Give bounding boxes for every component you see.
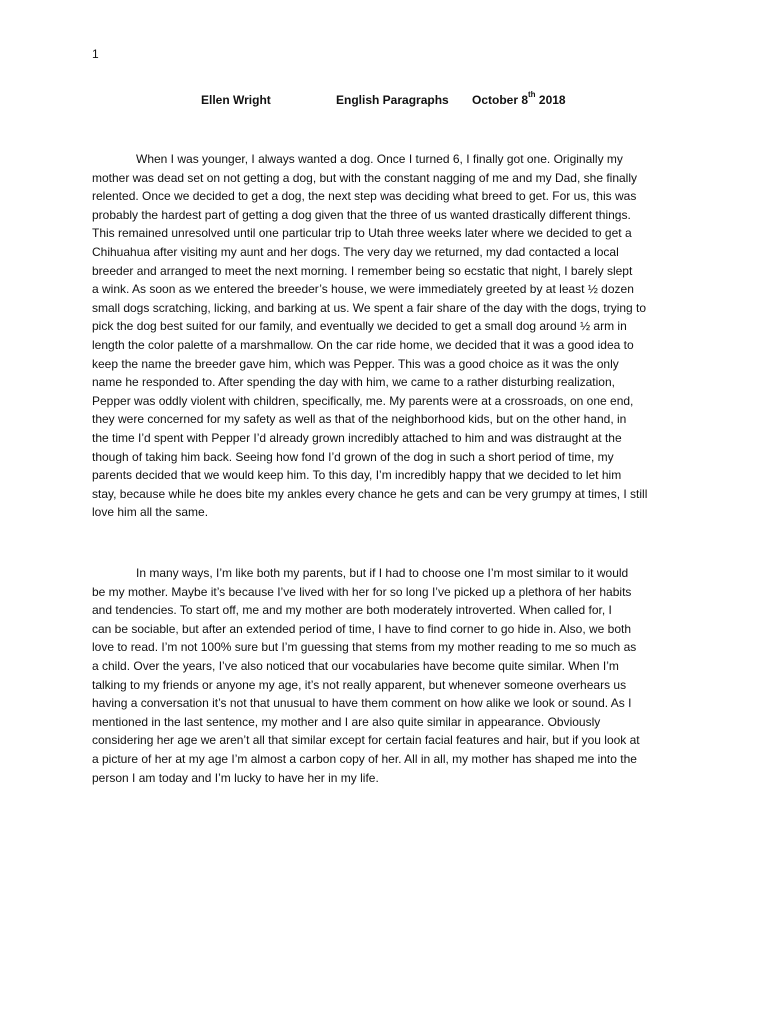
paragraph-line: a child. Over the years, I’ve also noticed that our vocabularies have become quite similar. When I’m xyxy=(92,658,619,673)
paragraph-line: stay, because while he does bite my ankles every chance he gets and can be very grumpy at times, I still xyxy=(92,486,648,501)
paragraph-line: parents decided that we would keep him. To this day, I’m incredibly happy that we decided to let him xyxy=(92,468,622,483)
paragraph-line: a wink. As soon as we entered the breeder’s house, we were immediately greeted by at least ½ dozen xyxy=(92,282,634,297)
paragraph-line: having a conversation it’s not that unusual to have them comment on how alike we look or sound. As I xyxy=(92,696,632,711)
paragraph-line: In many ways, I’m like both my parents, but if I had to choose one I’m most similar to it would xyxy=(136,566,629,580)
paragraph-line: be my mother. Maybe it’s because I’ve lived with her for so long I’ve picked up a plethora of her habits xyxy=(92,584,632,599)
paragraph-line: keep the name the breeder gave him, which was Pepper. This was a good choice as it was the only xyxy=(92,356,619,371)
paragraph-line: This remained unresolved until one particular trip to Utah three weeks later where we decided to get a xyxy=(92,226,632,241)
paragraph-line: mother was dead set on not getting a dog, but with the constant nagging of me and my Dad, she finally xyxy=(92,170,638,185)
paragraph-line: though of taking him back. Seeing how fond I’d grown of the dog in such a short period of time, my xyxy=(92,449,614,464)
paragraph-line: name he responded to. After spending the day with him, we came to a rather disturbing realization, xyxy=(92,375,615,390)
paragraph-line: and tendencies. To start off, me and my mother are both moderately introverted. When called for, I xyxy=(92,603,612,618)
paragraph-line: love to read. I’m not 100% sure but I’m guessing that stems from my mother reading to me so much as xyxy=(92,640,637,655)
paragraph-line: pick the dog best suited for our family, and eventually we decided to get a small dog around ½ arm in xyxy=(92,319,627,334)
paragraph-line: length the color palette of a marshmallow. On the car ride home, we decided that it was a good idea to xyxy=(92,337,634,352)
page-number: 1 xyxy=(92,47,99,61)
paragraph-line: When I was younger, I always wanted a dog. Once I turned 6, I finally got one. Originally my xyxy=(136,152,623,166)
author-name: Ellen Wright xyxy=(201,93,271,107)
paragraph-line: mentioned in the last sentence, my mother and I are also quite similar in appearance. Obviously xyxy=(92,714,601,729)
paragraph-line: relented. Once we decided to get a dog, the next step was deciding what breed to get. For us, this was xyxy=(92,189,637,204)
document-date xyxy=(472,90,566,107)
paragraph-line: a picture of her at my age I’m almost a carbon copy of her. All in all, my mother has shaped me into the xyxy=(92,751,637,766)
paragraph-line: person I am today and I’m lucky to have her in my life. xyxy=(92,770,379,785)
paragraph-line: can be sociable, but after an extended period of time, I have to find corner to go hide in. Also, we both xyxy=(92,621,632,636)
paragraph-line: love him all the same. xyxy=(92,505,209,520)
date-prefix: October 8 xyxy=(472,93,529,107)
paragraph-line: the time I’d spent with Pepper I’d already grown incredibly attached to him and was distraught at the xyxy=(92,430,622,445)
paragraph-line: they were concerned for my safety as well as that of the neighborhood kids, but on the other hand, in xyxy=(92,412,627,427)
paragraph-line: Pepper was oddly violent with children, specifically, me. My parents were at a crossroads, on one end, xyxy=(92,393,634,408)
paragraph-mother-similarity xyxy=(92,564,677,787)
course-title: English Paragraphs xyxy=(336,93,449,107)
paragraph-line: Chihuahua after visiting my aunt and her dogs. The very day we returned, my dad contacted a local xyxy=(92,244,619,259)
paragraph-dog-story xyxy=(92,150,677,522)
paragraph-line: probably the hardest part of getting a dog given that the three of us wanted drastically different things. xyxy=(92,207,631,222)
date-ordinal-suffix: th xyxy=(528,90,536,99)
paragraph-line: considering her age we aren’t all that similar except for certain facial features and hair, but if you look at xyxy=(92,733,640,748)
paragraph-line: breeder and arranged to meet the next morning. I remember being so ecstatic that night, I barely slept xyxy=(92,263,633,278)
paragraph-line: talking to my friends or anyone my age, it’s not really apparent, but whenever someone overhears us xyxy=(92,677,627,692)
date-year: 2018 xyxy=(535,93,566,107)
paragraph-line: small dogs scratching, licking, and barking at us. We spent a fair share of the day with the dogs, trying to xyxy=(92,300,647,315)
document-header xyxy=(0,90,768,111)
